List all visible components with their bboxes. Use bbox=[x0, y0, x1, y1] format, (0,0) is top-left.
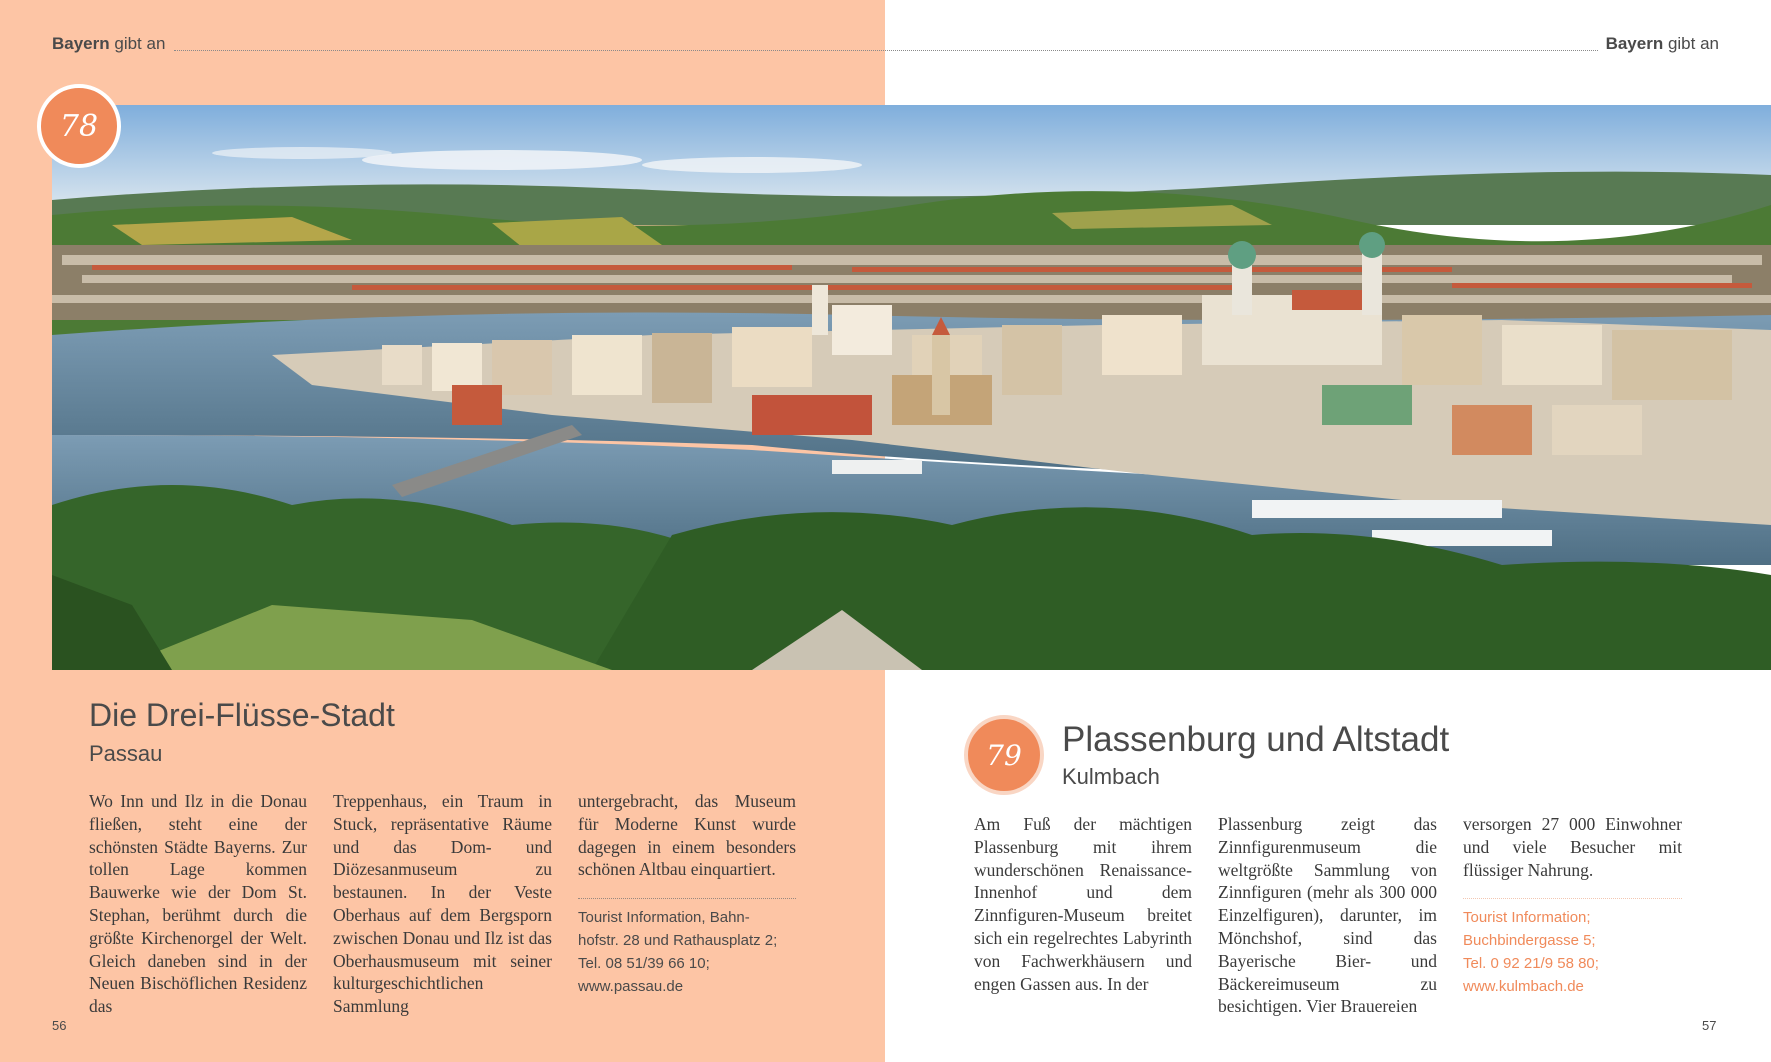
running-head-right-rest: gibt an bbox=[1667, 34, 1719, 53]
article-79-column-3: versorgen 27 000 Einwohner und viele Besucher mit flüssiger Nahrung. bbox=[1463, 814, 1682, 880]
running-head-left-rest: gibt an bbox=[114, 34, 166, 53]
article-78-column-3: untergebracht, das Museum für Moderne Kunst wurde dagegen in einem besonders schönen Altbau einquartiert. bbox=[578, 791, 796, 880]
passau-panorama-photo bbox=[52, 105, 1771, 670]
running-head-right-bold: Bayern bbox=[1605, 34, 1664, 53]
article-78-info-line-3: Tel. 08 51/39 66 10; bbox=[578, 955, 710, 972]
article-79-column-1: Am Fuß der mächtigen Plassenburg mit ihrem wunderschönen Renaissance-Innenhof und dem Zinnfiguren-Museum breitet sich ein regelrechtes Labyrinth von Fachwerkhäusern und engen Gassen aus. In der bbox=[974, 814, 1192, 994]
article-79-number-badge: 79 bbox=[964, 715, 1044, 795]
running-head-rule bbox=[174, 50, 1598, 51]
article-79-info-line-3: Tel. 0 92 21/9 58 80; bbox=[1463, 955, 1599, 972]
article-78-column-2: Treppenhaus, ein Traum in Stuck, repräsentative Räume und das Dom- und Diözesanmuseum zu bestaunen. In der Veste Oberhaus auf dem Bergsporn zwischen Donau und Ilz ist das Oberhausmuseum mit seiner kulturgeschichtlichen Sammlung bbox=[333, 791, 552, 1017]
article-78-info-website[interactable]: www.passau.de bbox=[578, 978, 684, 995]
running-head-left-bold: Bayern bbox=[52, 34, 110, 53]
article-79-column-2: Plassenburg zeigt das Zinnfigurenmuseum die weltgrößte Sammlung von Zinnfiguren (mehr als 300 000 Einzelfiguren), darunter, im Mönchshof, sind das Bayerische Bier- und Bäckereimuseum zu besichtigen. Vier Brauereien bbox=[1218, 814, 1437, 1017]
article-78-title: Die Drei-Flüsse-Stadt bbox=[89, 697, 395, 733]
article-78-info-line-2: hofstr. 28 und Rathausplatz 2; bbox=[578, 932, 778, 949]
article-79-subtitle: Kulmbach bbox=[1062, 764, 1160, 789]
article-78-subtitle: Passau bbox=[89, 741, 163, 766]
article-78-info-rule bbox=[578, 898, 796, 899]
article-79-tourist-info bbox=[1463, 906, 1599, 998]
article-79-info-line-1: Tourist Information; bbox=[1463, 909, 1591, 926]
article-78-number-badge: 78 bbox=[37, 84, 121, 168]
article-79-info-website[interactable]: www.kulmbach.de bbox=[1463, 978, 1584, 995]
running-head-left bbox=[52, 34, 165, 54]
page-number-right: 57 bbox=[1702, 1018, 1717, 1033]
article-79-info-rule bbox=[1463, 898, 1682, 899]
article-79-info-line-2: Buchbindergasse 5; bbox=[1463, 932, 1596, 949]
article-79-title: Plassenburg und Altstadt bbox=[1062, 720, 1450, 759]
article-78-info-line-1: Tourist Information, Bahn- bbox=[578, 909, 750, 926]
page-number-left: 56 bbox=[52, 1018, 67, 1033]
article-78-tourist-info bbox=[578, 906, 777, 998]
article-78-column-1: Wo Inn und Ilz in die Donau fließen, steht eine der schönsten Städte Bayerns. Zur tollen Lage kommen Bauwerke wie der Dom St. Stephan, berühmt durch die größte Kirchenorgel der Welt. Gleich daneben sind in der Neuen Bischöflichen Residenz das bbox=[89, 791, 307, 1017]
running-head-right bbox=[1606, 34, 1719, 54]
